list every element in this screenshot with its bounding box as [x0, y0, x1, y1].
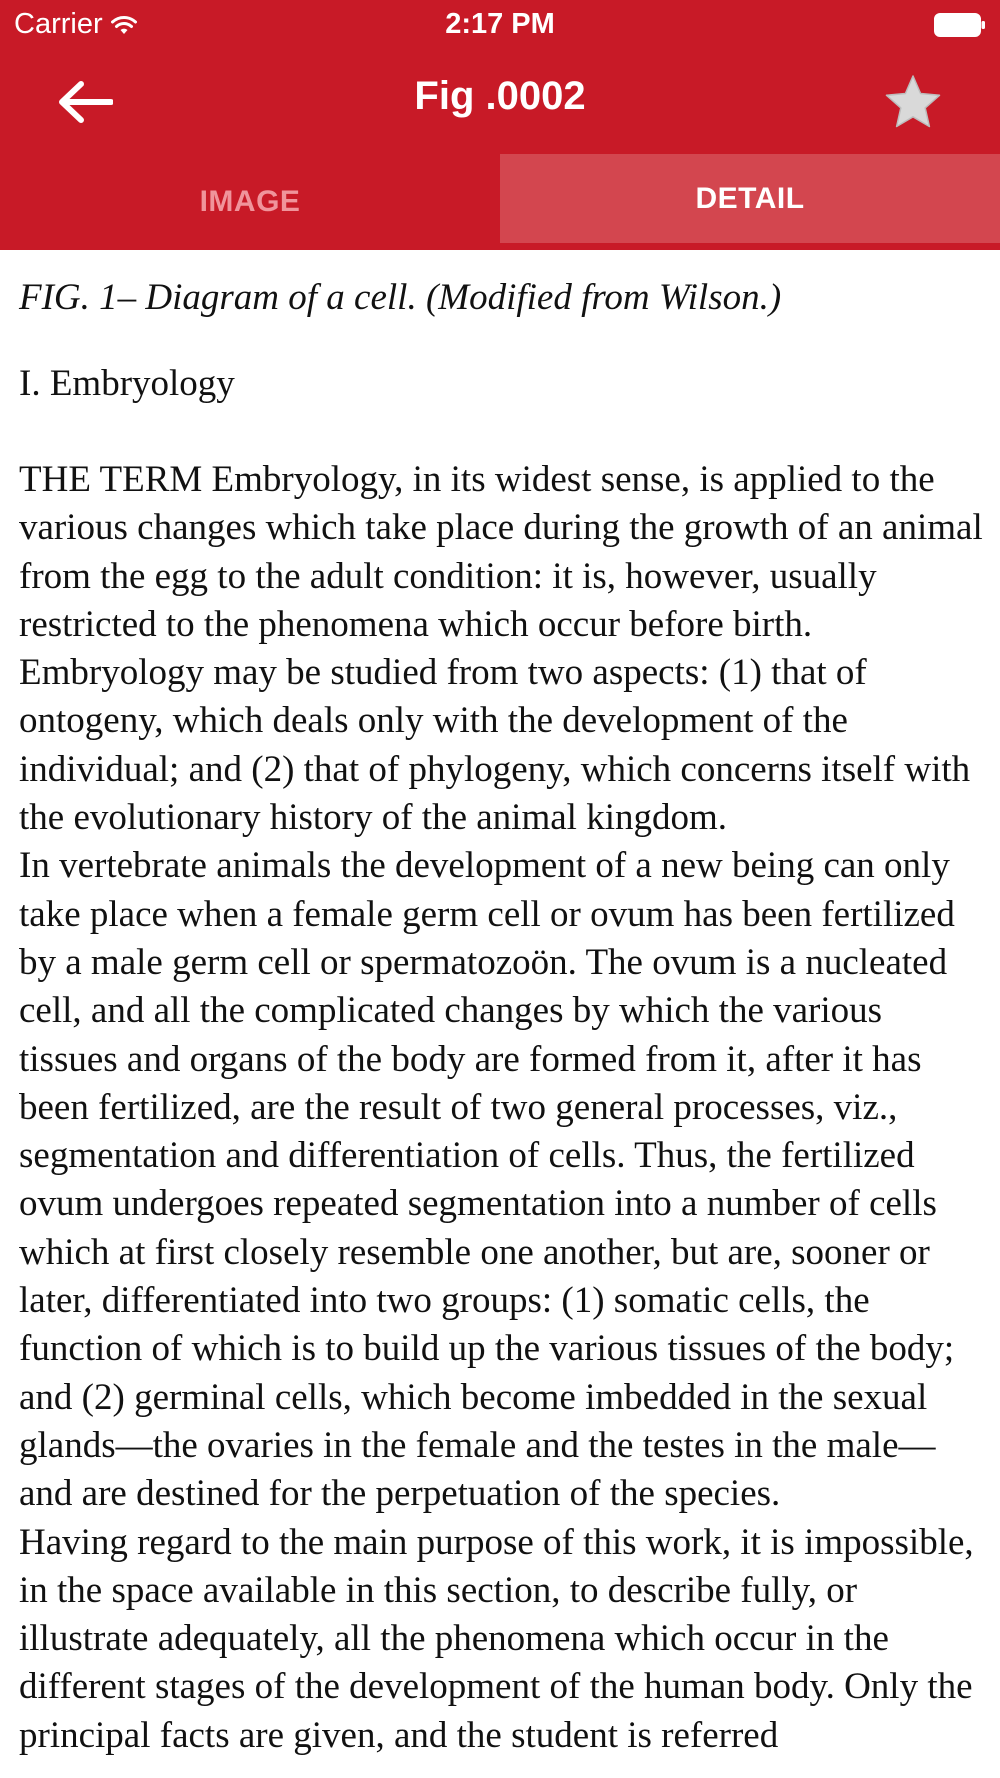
paragraph: Having regard to the main purpose of this work, it is impossible, in the space available in this section, to describe fully, or illustrate adequately, all the phenomena which occur in the different stages of the development of the human body. Only the principal facts are given, and the student is referred — [19, 1521, 974, 1756]
detail-content — [19, 250, 984, 1760]
battery-icon — [934, 13, 986, 37]
detail-body — [19, 456, 984, 1760]
star-icon — [883, 73, 943, 131]
tab-detail[interactable]: DETAIL — [500, 154, 1000, 250]
figure-caption: FIG. 1– Diagram of a cell. (Modified from Wilson.) — [19, 277, 782, 318]
carrier-label: Carrier — [14, 8, 103, 40]
navigation-bar — [0, 50, 1000, 154]
section-heading: I. Embryology — [19, 363, 235, 404]
favorite-button[interactable] — [880, 70, 946, 134]
status-bar — [0, 0, 1000, 50]
page-title: Fig .0002 — [414, 74, 586, 118]
paragraph: In vertebrate animals the development of a new being can only take place when a female germ cell or ovum has been fertilized by a male germ cell or spermatozoön. The ovum is a nucleated cell, and all the complicated changes by which the various tissues and organs of the body are formed from it, after it has been fertilized, are the result of two general processes, viz., segmentation and differentiation of cells. Thus, the fertilized ovum undergoes repeated segmentation into a number of cells which at first closely resemble one another, but are, sooner or later, differentiated into two groups: (1) somatic cells, the function of which is to build up the various tissues of the body; and (2) germinal cells, which become imbedded in the sexual glands—the ovaries in the female and the testes in the male—and are destined for the perpetuation of the species. — [19, 845, 955, 1515]
status-time: 2:17 PM — [445, 8, 555, 40]
paragraph: THE TERM Embryology, in its widest sense, is applied to the various changes which take place during the growth of an animal from the egg to the adult condition: it is, however, usually restricted to the phenomena which occur before birth. Embryology may be studied from two aspects: (1) that of ontogeny, which deals only with the development of the individual; and (2) that of phylogeny, which concerns itself with the evolutionary history of the animal kingdom. — [19, 459, 983, 839]
tab-image[interactable]: IMAGE — [0, 154, 500, 250]
tab-bar — [0, 154, 1000, 250]
